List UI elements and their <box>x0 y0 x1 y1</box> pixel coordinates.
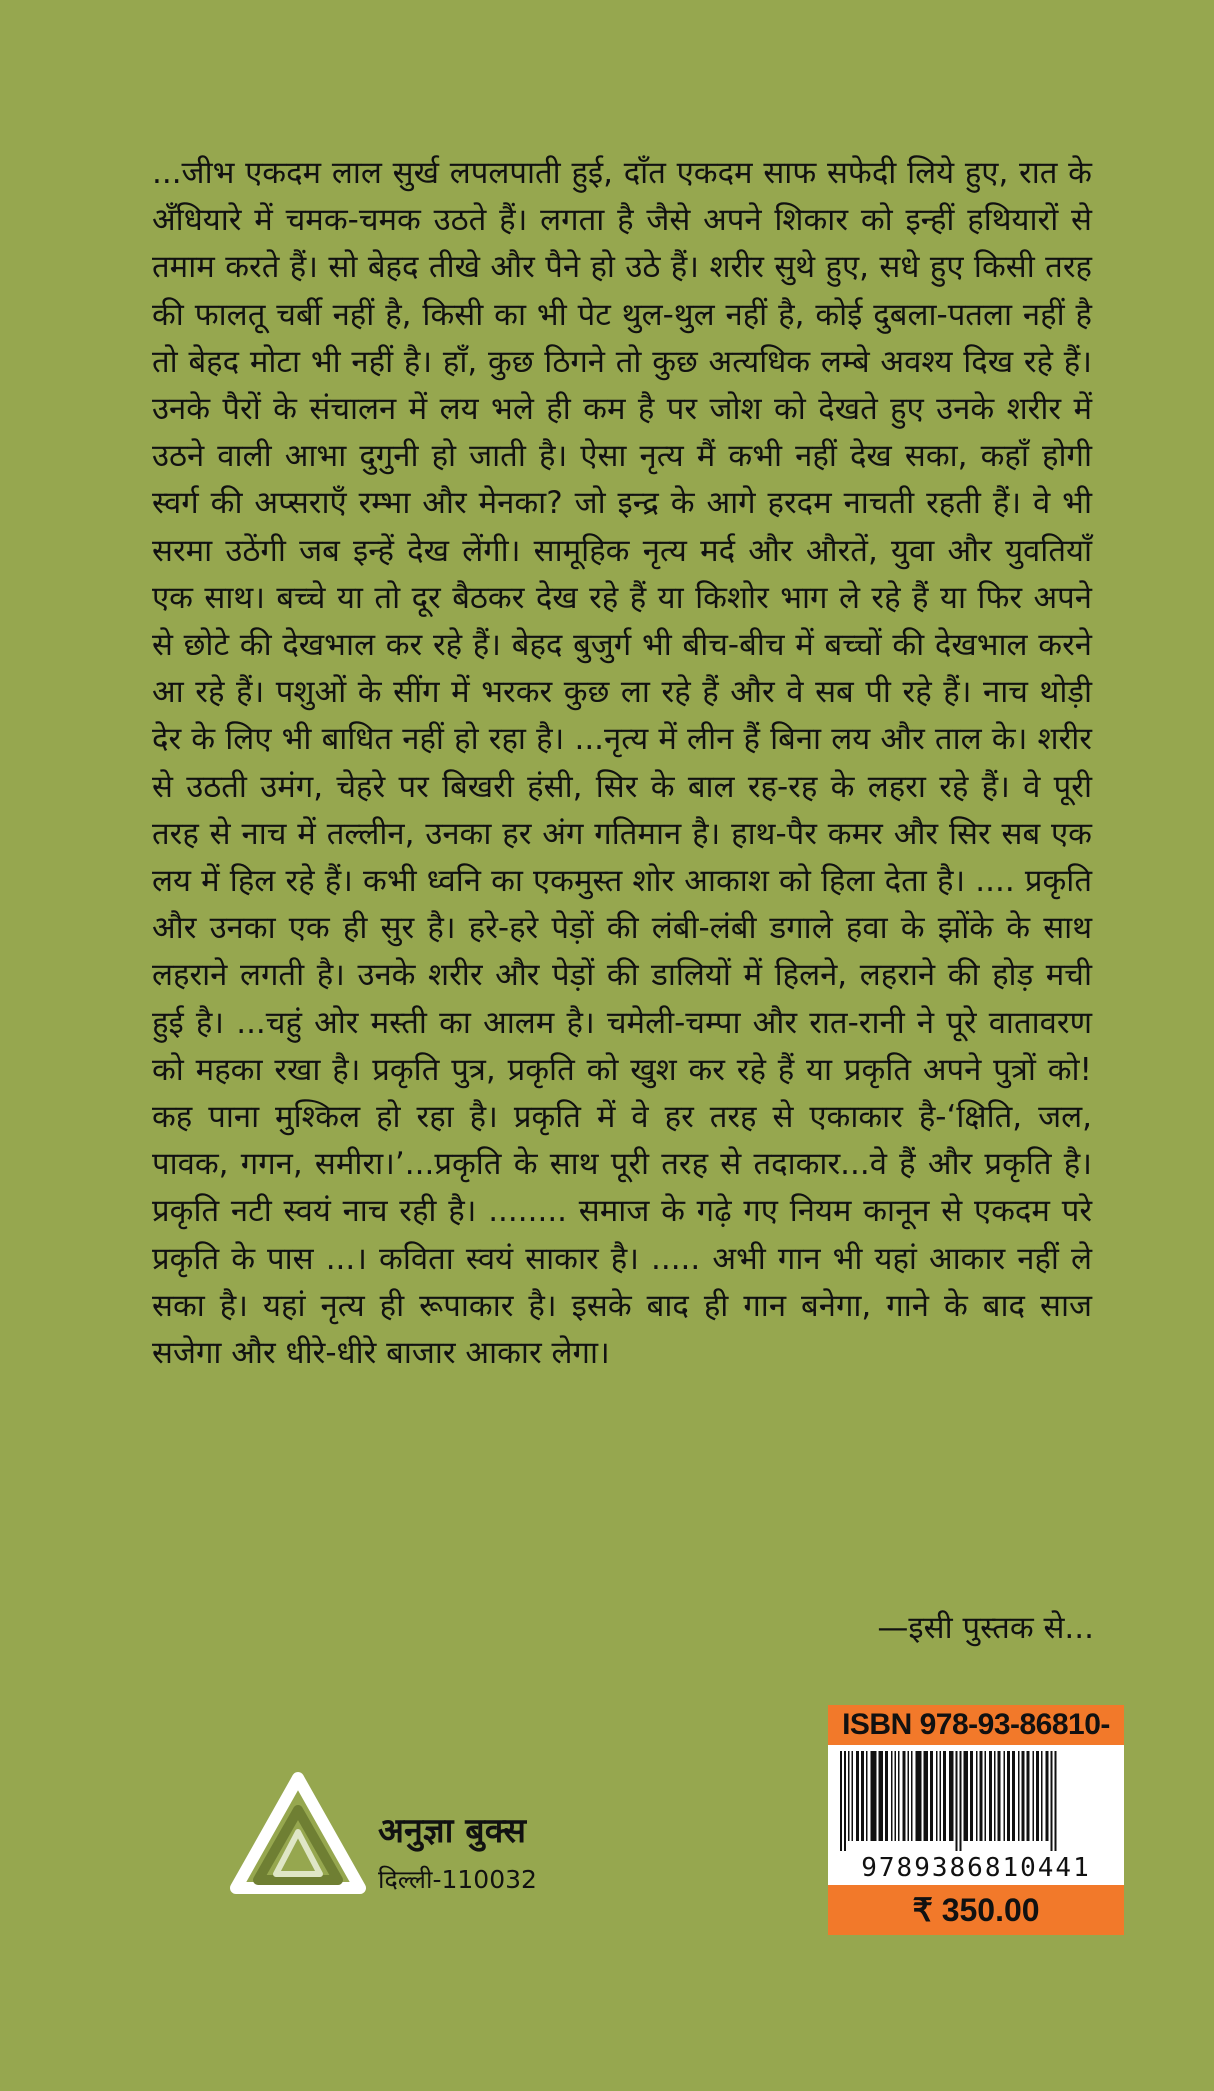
barcode-bar <box>885 1751 888 1841</box>
barcode-bar <box>1018 1751 1020 1841</box>
barcode-bar <box>949 1751 954 1841</box>
barcode-bar <box>911 1751 913 1841</box>
barcode-bar <box>861 1751 864 1841</box>
barcode-digits: 9789386810441 <box>861 1853 1091 1883</box>
barcode-bar <box>1036 1751 1039 1841</box>
barcode-bar <box>943 1751 946 1841</box>
barcode-bar <box>964 1751 969 1841</box>
barcode-bar <box>1055 1751 1057 1851</box>
publisher-name: अनुज्ञा बुक्स <box>378 1811 527 1851</box>
barcode-bar <box>866 1751 868 1841</box>
barcode-bar <box>908 1751 910 1841</box>
barcode-bar <box>879 1751 884 1841</box>
barcode-bar <box>895 1751 897 1841</box>
barcode-bar <box>940 1751 942 1841</box>
barcode-bar <box>856 1751 859 1841</box>
barcode-bar <box>852 1751 854 1841</box>
barcode-bar <box>989 1751 992 1841</box>
barcode-bar <box>1046 1751 1049 1841</box>
barcode-bar <box>1051 1751 1053 1851</box>
barcode-bar <box>980 1751 983 1841</box>
barcode-bar <box>936 1751 938 1841</box>
barcode-bar <box>844 1751 846 1851</box>
barcode-bar <box>898 1751 900 1841</box>
barcode-bar <box>930 1751 933 1841</box>
triangle-a-logo-icon <box>228 1770 368 1900</box>
barcode-bar <box>916 1751 922 1841</box>
barcode-bar <box>960 1751 962 1851</box>
publisher-city: दिल्ली-110032 <box>378 1865 537 1894</box>
barcode <box>828 1745 1124 1885</box>
barcode-bar <box>891 1751 893 1841</box>
barcode-bar <box>840 1751 842 1851</box>
barcode-bar <box>1004 1751 1006 1841</box>
barcode-bar <box>970 1751 973 1841</box>
barcode-bar <box>871 1751 877 1841</box>
barcode-bar <box>1041 1751 1043 1841</box>
barcode-bar <box>998 1751 1001 1841</box>
barcode-bar <box>848 1751 850 1841</box>
barcode-bar <box>903 1751 906 1841</box>
publisher-block <box>228 1770 588 1910</box>
barcode-bar <box>1007 1751 1010 1841</box>
back-cover-blurb: ...जीभ एकदम लाल सुर्ख लपलपाती हुई, दाँत एकदम साफ सफेदी लिये हुए, रात के अँधियारे में चमक-चमक उठते हैं। लगता है जैसे अपने शिकार को इन्हीं हथियारों से तमाम करते हैं। सो बेहद तीखे और पैने हो उठे हैं। शरीर सुथे हुए, सधे हुए किसी तरह की फालतू चर्बी नहीं है, किसी का भी पेट थुल-थुल नहीं है, कोई दुबला-पतला नहीं है तो बेहद मोटा भी नहीं है। हाँ, कुछ ठिगने तो कुछ अत्यधिक लम्बे अवश्य दिख रहे हैं। उनके पैरों के संचालन में लय भले ही कम है पर जोश को देखते हुए उनके शरीर में उठने वाली आभा दुगुनी हो जाती है। ऐसा नृत्य मैं कभी नहीं देख सका, कहाँ होगी स्वर्ग की अप्सराएँ रम्भा और मेनका? जो इन्द्र के आगे हरदम नाचती रहती हैं। वे भी सरमा उठेंगी जब इन्हें देख लेंगी। सामूहिक नृत्य मर्द और औरतें, युवा और युवतियाँ एक साथ। बच्चे या तो दूर बैठकर देख रहे हैं या किशोर भाग ले रहे हैं या फिर अपने से छोटे की देखभाल कर रहे हैं। बेहद बुजुर्ग भी बीच-बीच में बच्चों की देखभाल करने आ रहे हैं। पशुओं के सींग में भरकर कुछ ला रहे हैं और वे सब पी रहे हैं। नाच थोड़ी देर के लिए भी बाधित नहीं हो रहा है। ...नृत्य में लीन हैं बिना लय और ताल के। शरीर से उठती उमंग, चेहरे पर बिखरी हंसी, सिर के बाल रह-रह के लहरा रहे हैं। वे पूरी तरह से नाच में तल्लीन, उनका हर अंग गतिमान है। हाथ-पैर कमर और सिर सब एक लय में हिल रहे हैं। कभी ध्वनि का एकमुस्त शोर आकाश को हिला देता है। .... प्रकृति और उनका एक ही सुर है। हरे-हरे पेड़ों की लंबी-लंबी डगाले हवा के झोंके के साथ लहराने लगती है। उनके शरीर और पेड़ों की डालियों में हिलने, लहराने की होड़ मची हुई है। ...चहुं ओर मस्ती का आलम है। चमेली-चम्पा और रात-रानी ने पूरे वातावरण को महका रखा है। प्रकृति पुत्र, प्रकृति को खुश कर रहे हैं या प्रकृति अपने पुत्रों को! कह पाना मुश्किल हो रहा है। प्रकृति में वे हर तरह से एकाकार है-‘क्षिति, जल, पावक, गगन, समीरा।’...प्रकृति के साथ पूरी तरह से तदाकार...वे हैं और प्रकृति है। प्रकृति नटी स्वयं नाच रही है। ........ समाज के गढ़े गए नियम कानून से एकदम परे प्रकृति के पास ...। कविता स्वयं साकार है। ..... अभी गान भी यहां आकार नहीं ले सका है। यहां नृत्य ही रूपाकार है। इसके बाद ही गान बनेगा, गाने के बाद साज सजेगा और धीरे-धीरे बाजार आकार लेगा। <box>152 155 1092 1372</box>
barcode-bar <box>1012 1751 1015 1841</box>
barcode-bar <box>985 1751 987 1841</box>
barcode-bar <box>994 1751 996 1841</box>
barcode-bar <box>1027 1751 1030 1841</box>
isbn-label: ISBN 978-93-86810- <box>828 1705 1124 1745</box>
isbn-barcode-block <box>828 1705 1124 1935</box>
barcode-bar <box>956 1751 958 1851</box>
barcode-bar <box>924 1751 929 1841</box>
blurb-source: —इसी पुस्तक से... <box>877 1610 1094 1646</box>
price-tag: ₹ 350.00 <box>828 1885 1124 1935</box>
barcode-bar <box>1022 1751 1025 1841</box>
barcode-bars <box>838 1751 1114 1851</box>
barcode-bar <box>1033 1751 1035 1841</box>
barcode-bar <box>976 1751 978 1841</box>
